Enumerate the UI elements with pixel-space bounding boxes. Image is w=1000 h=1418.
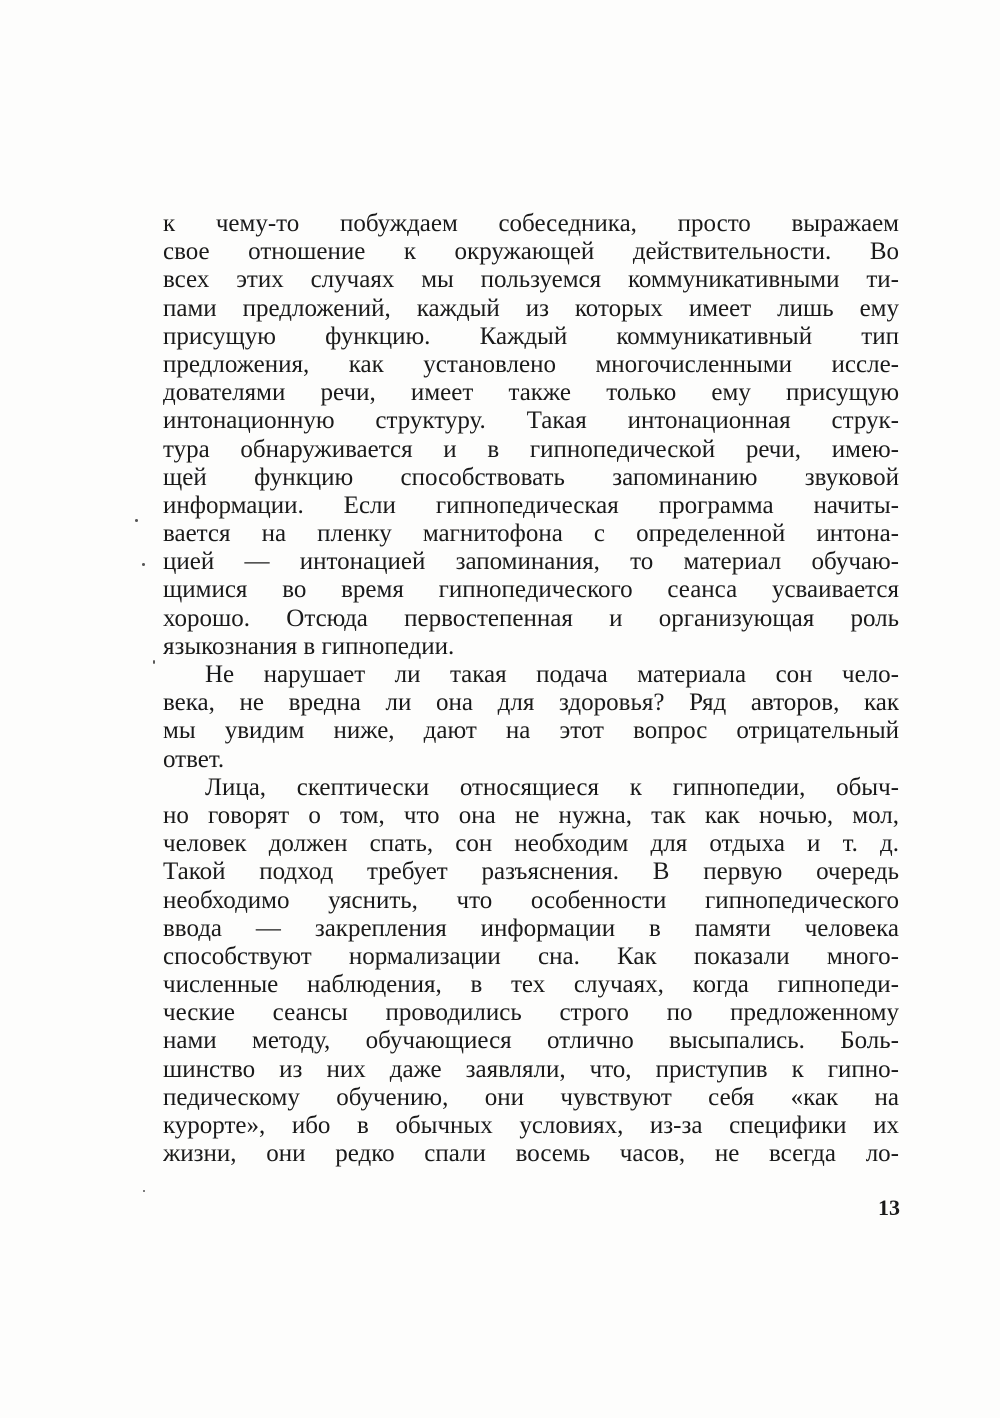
- text-line: века, не вредна ли она для здоровья? Ряд авторов, как: [163, 689, 899, 717]
- text-line: мы увидим ниже, дают на этот вопрос отрицательный: [163, 717, 899, 745]
- text-line: к чему-то побуждаем собеседника, просто выражаем: [163, 210, 899, 237]
- text-line: ческие сеансы проводились строго по предложенному: [163, 999, 899, 1027]
- text-line: жизни, они редко спали восемь часов, не всегда ло-: [163, 1140, 899, 1168]
- scan-speck: [153, 660, 155, 664]
- text-line: интонационную структуру. Такая интонационная струк-: [163, 407, 899, 435]
- text-line: ответ.: [163, 745, 225, 773]
- text-line: но говорят о том, что она не нужна, так как ночью, мол,: [163, 801, 899, 829]
- text-line: педическому обучению, они чувствуют себя «как на: [163, 1083, 899, 1111]
- text-line: шинство из них даже заявляли, что, приступив к гипно-: [163, 1055, 899, 1083]
- text-line: свое отношение к окружающей действительности. Во: [163, 238, 899, 266]
- scan-speck: [135, 519, 138, 522]
- text-line: Такой подход требует разъяснения. В первую очередь: [163, 858, 899, 886]
- text-line: дователями речи, имеет также только ему присущую: [163, 379, 899, 407]
- body-text: [163, 210, 899, 1168]
- text-line: всех этих случаях мы пользуемся коммуникативными ти-: [163, 266, 899, 294]
- text-line: вается на пленку магнитофона с определенной интона-: [163, 520, 899, 548]
- text-line: присущую функцию. Каждый коммуникативный тип: [163, 322, 899, 350]
- text-line: цией — интонацией запоминания, то материал обучаю-: [163, 548, 899, 576]
- text-line: нами методу, обучающиеся отлично высыпались. Боль-: [163, 1027, 899, 1055]
- paragraph-start-line: Лица, скептически относящиеся к гипнопедии, обыч-: [205, 773, 899, 801]
- paragraph-start-line: Не нарушает ли такая подача материала сон чело-: [205, 661, 899, 688]
- text-line: предложения, как установлено многочисленными иссле-: [163, 350, 899, 378]
- text-line: хорошо. Отсюда первостепенная и организующая роль: [163, 604, 899, 632]
- text-line: курорте», ибо в обычных условиях, из-за специфики их: [163, 1112, 899, 1139]
- text-line: щей функцию способствовать запоминанию звуковой: [163, 463, 899, 491]
- scan-speck: [143, 1190, 145, 1192]
- text-line: информации. Если гипнопедическая программа начиты-: [163, 491, 899, 519]
- text-line: способствуют нормализации сна. Как показали много-: [163, 942, 899, 970]
- page-number: 13: [878, 1195, 900, 1220]
- text-line: тура обнаруживается и в гипнопедической речи, имею-: [163, 435, 899, 463]
- text-line: человек должен спать, сон необходим для отдыха и т. д.: [163, 830, 899, 858]
- text-line: численные наблюдения, в тех случаях, когда гипнопеди-: [163, 971, 899, 999]
- scan-speck: [142, 563, 145, 566]
- text-line: необходимо уяснить, что особенности гипнопедического: [163, 886, 899, 914]
- text-line: пами предложений, каждый из которых имеет лишь ему: [163, 294, 899, 322]
- text-line: ввода — закрепления информации в памяти человека: [163, 914, 899, 942]
- text-line: языкознания в гипнопедии.: [163, 632, 455, 660]
- text-line: щимися во время гипнопедического сеанса усваивается: [163, 576, 899, 604]
